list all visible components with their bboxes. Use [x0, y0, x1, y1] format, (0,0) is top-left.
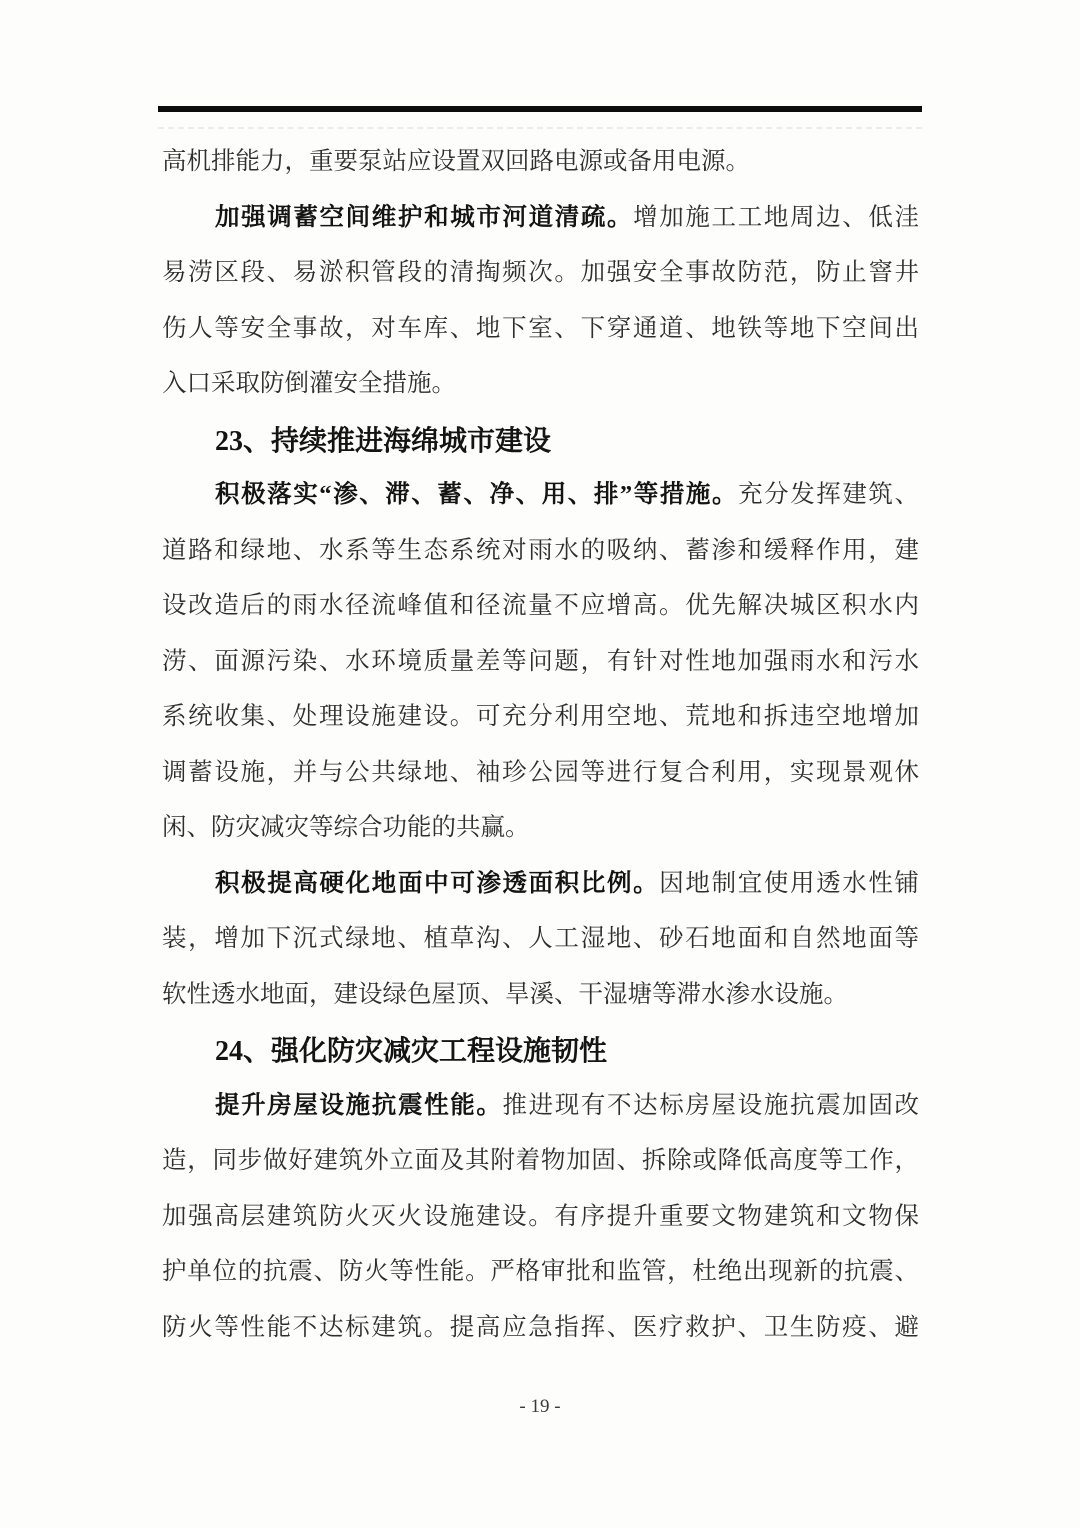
- text-segment: 护单位的抗震、防火等性能。严格审批和监管，杜绝出现新的抗震、: [162, 1258, 919, 1285]
- bold-text-segment: 积极落实“渗、滞、蓄、净、用、排”等措施。: [215, 481, 739, 508]
- paragraph-line: [162, 813, 919, 869]
- text-segment: 入口采取防倒灌安全措施。: [162, 370, 456, 397]
- paragraph-line: [162, 591, 919, 647]
- text-segment: 设改造后的雨水径流峰值和径流量不应增高。优先解决城区积水内: [162, 592, 919, 619]
- document-body: [162, 147, 919, 1368]
- paragraph-line: [162, 869, 919, 925]
- section-heading: [162, 1035, 919, 1091]
- text-segment: 装，增加下沉式绿地、植草沟、人工湿地、砂石地面和自然地面等: [162, 925, 919, 952]
- paragraph-line: [162, 980, 919, 1036]
- bold-text-segment: 加强调蓄空间维护和城市河道清疏。: [215, 203, 634, 231]
- paragraph-line: [162, 702, 919, 758]
- bold-text-segment: 23、持续推进海绵城市建设: [215, 425, 552, 457]
- text-segment: 因地制宜使用透水性铺: [659, 869, 920, 897]
- paragraph-line: [162, 758, 919, 814]
- page-number: - 19 -: [519, 1396, 561, 1417]
- paragraph-line: [162, 536, 919, 592]
- text-segment: 防火等性能不达标建筑。提高应急指挥、医疗救护、卫生防疫、避: [162, 1313, 919, 1341]
- header-rule-shadow: [158, 127, 922, 129]
- bold-text-segment: 积极提高硬化地面中可渗透面积比例。: [215, 869, 660, 897]
- paragraph-line: [162, 1202, 919, 1258]
- text-segment: 加强高层建筑防火灭火设施建设。有序提升重要文物建筑和文物保: [162, 1202, 919, 1230]
- text-segment: 道路和绿地、水系等生态系统对雨水的吸纳、蓄渗和缓释作用，建: [162, 536, 919, 564]
- paragraph-line: [162, 924, 919, 980]
- header-rule-line: [158, 106, 922, 112]
- text-segment: 系统收集、处理设施建设。可充分利用空地、荒地和拆违空地增加: [162, 703, 919, 730]
- bold-text-segment: 24、强化防灾减灾工程设施韧性: [215, 1036, 608, 1067]
- text-segment: 充分发挥建筑、: [738, 481, 920, 508]
- text-segment: 推进现有不达标房屋设施抗震加固改: [502, 1091, 920, 1119]
- section-heading: [162, 425, 919, 481]
- text-segment: 易涝区段、易淤积管段的清掏频次。加强安全事故防范，防止窨井: [162, 259, 919, 286]
- text-segment: 闲、防灾减灾等综合功能的共赢。: [162, 814, 530, 841]
- bold-text-segment: 提升房屋设施抗震性能。: [215, 1091, 503, 1119]
- paragraph-line: [162, 369, 919, 425]
- text-segment: 调蓄设施，并与公共绿地、袖珍公园等进行复合利用，实现景观休: [162, 758, 919, 786]
- paragraph-line: [162, 258, 919, 314]
- paragraph-line: [162, 1146, 919, 1202]
- paragraph-line: [162, 1091, 919, 1147]
- paragraph-line: [162, 1313, 919, 1369]
- text-segment: 造，同步做好建筑外立面及其附着物加固、拆除或降低高度等工作，: [162, 1147, 919, 1174]
- paragraph-line: [162, 147, 919, 203]
- text-segment: 软性透水地面，建设绿色屋顶、旱溪、干湿塘等滞水渗水设施。: [162, 980, 848, 1008]
- text-segment: 增加施工工地周边、低洼: [633, 203, 920, 231]
- paragraph-line: [162, 480, 919, 536]
- text-segment: 高机排能力，重要泵站应设置双回路电源或备用电源。: [162, 148, 750, 175]
- text-segment: 涝、面源污染、水环境质量差等问题，有针对性地加强雨水和污水: [162, 647, 919, 675]
- paragraph-line: [162, 647, 919, 703]
- paragraph-line: [162, 314, 919, 370]
- paragraph-line: [162, 203, 919, 259]
- paragraph-line: [162, 1257, 919, 1313]
- text-segment: 伤人等安全事故，对车库、地下室、下穿通道、地铁等地下空间出: [162, 314, 919, 342]
